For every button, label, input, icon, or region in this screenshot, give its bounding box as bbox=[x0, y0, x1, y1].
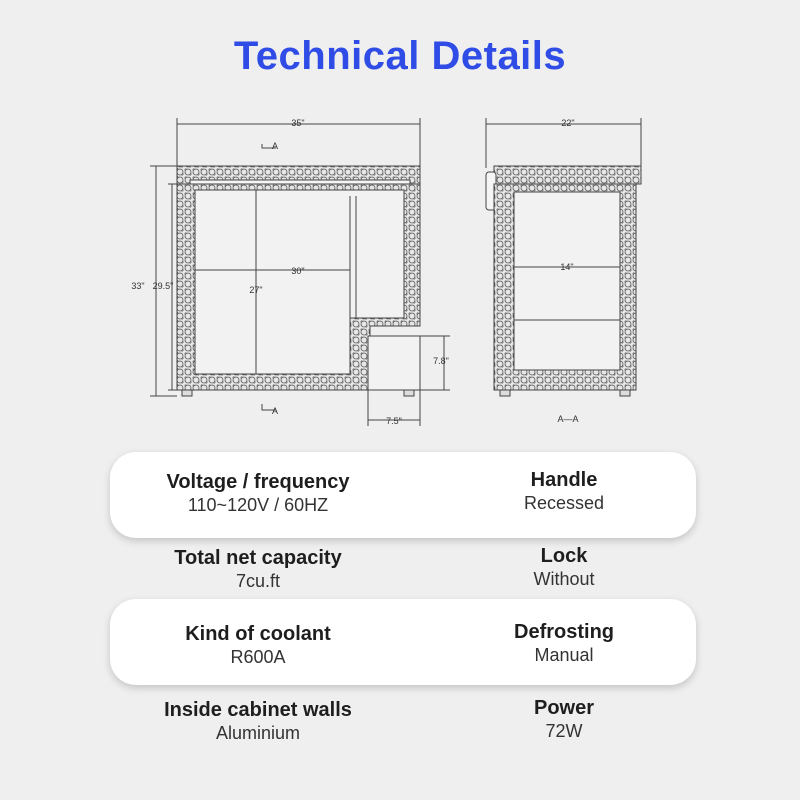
page-title: Technical Details bbox=[233, 34, 567, 78]
spec-voltage bbox=[108, 470, 408, 516]
dim-width-label: 35" bbox=[291, 118, 305, 128]
section-mark-top: A bbox=[272, 141, 279, 151]
spec-walls bbox=[108, 698, 408, 744]
spec-label: Lock bbox=[540, 545, 588, 567]
spec-value: Manual bbox=[534, 645, 594, 665]
spec-value: Recessed bbox=[523, 493, 605, 513]
spec-value: 110~120V / 60HZ bbox=[187, 495, 329, 515]
spec-power bbox=[414, 696, 714, 742]
spec-value: Aluminium bbox=[215, 723, 301, 743]
spec-label: Handle bbox=[530, 469, 598, 491]
dim-inner-height-label: 27" bbox=[249, 285, 263, 295]
spec-label: Total net capacity bbox=[174, 547, 342, 569]
dim-step-height-label: 7.8" bbox=[433, 356, 449, 366]
side-view bbox=[486, 118, 641, 396]
dim-inner-depth-label: 14" bbox=[560, 262, 574, 272]
section-label: A—A bbox=[557, 414, 579, 424]
spec-label: Voltage / frequency bbox=[166, 471, 350, 493]
spec-defrosting bbox=[414, 620, 714, 666]
dim-body-height-label: 29.5" bbox=[152, 281, 174, 291]
spec-capacity bbox=[108, 546, 408, 592]
dim-step-width-label: 7.5" bbox=[386, 416, 402, 426]
dim-depth-label: 22" bbox=[561, 118, 575, 128]
spec-value: 7cu.ft bbox=[235, 571, 281, 591]
spec-value: 72W bbox=[545, 721, 583, 741]
spec-label: Defrosting bbox=[514, 621, 614, 643]
dim-inner-width-label: 30" bbox=[291, 266, 305, 276]
dim-outer-height-label: 33" bbox=[131, 281, 145, 291]
spec-label: Kind of coolant bbox=[185, 623, 331, 645]
section-mark-bottom: A bbox=[272, 406, 279, 416]
spec-label: Inside cabinet walls bbox=[164, 699, 352, 721]
spec-coolant bbox=[108, 622, 408, 668]
spec-value: Without bbox=[533, 569, 595, 589]
spec-handle bbox=[414, 468, 714, 514]
spec-value: R600A bbox=[230, 647, 286, 667]
spec-label: Power bbox=[533, 697, 595, 719]
spec-lock bbox=[414, 544, 714, 590]
